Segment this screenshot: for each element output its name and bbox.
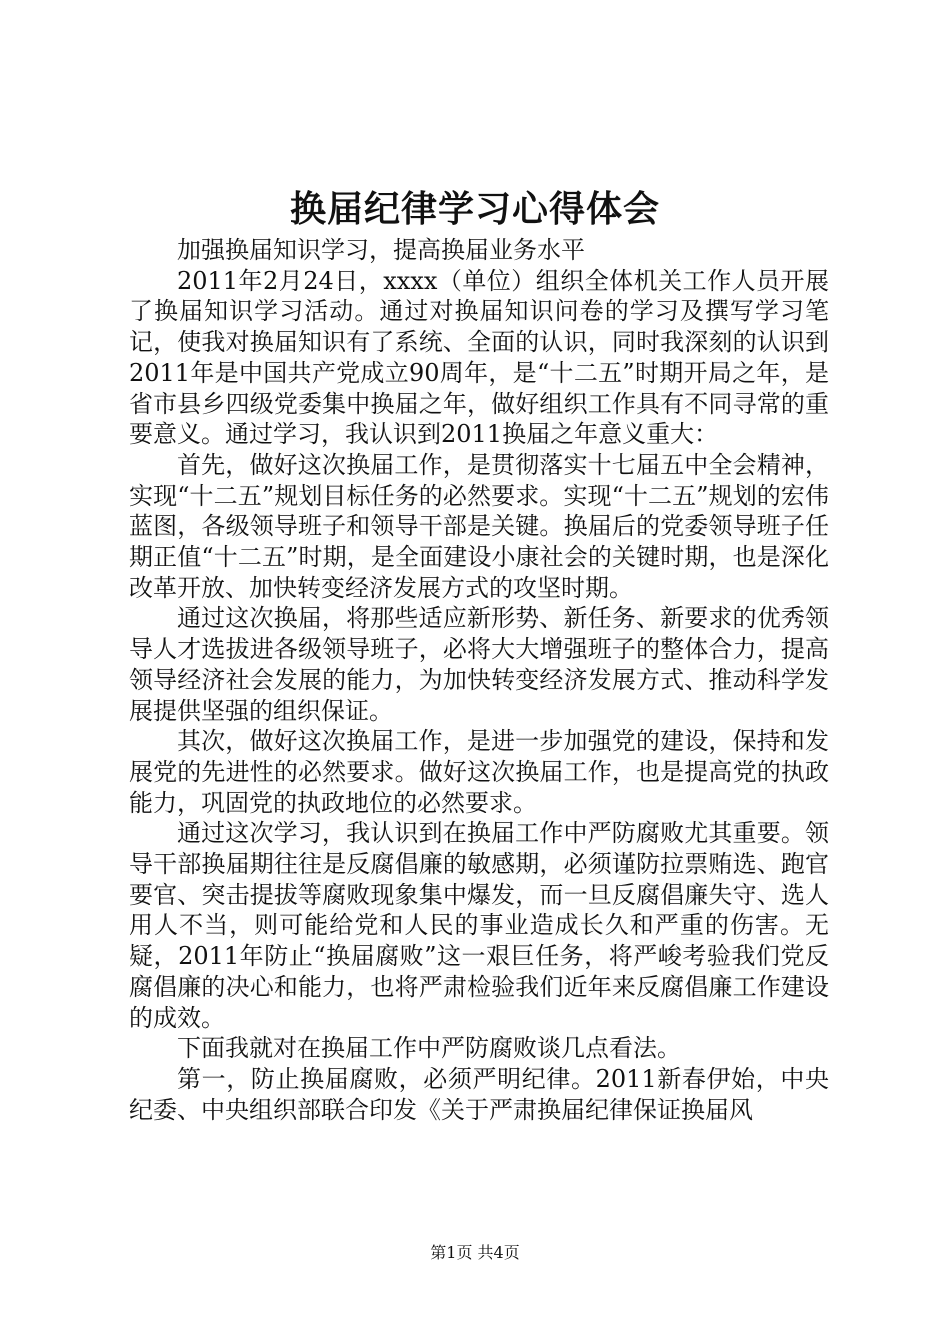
paragraph: 通过这次换届，将那些适应新形势、新任务、新要求的优秀领导人才选拔进各级领导班子，必将大大增强班子的整体合力，提高领导经济社会发展的能力，为加快转变经济发展方式、推动科学发展提供坚强的组织保证。 (129, 604, 829, 725)
paragraph: 下面我就对在换届工作中严防腐败谈几点看法。 (177, 1034, 681, 1063)
paragraph: 2011年2月24日，xxxx（单位）组织全体机关工作人员开展了换届知识学习活动。通过对换届知识问卷的学习及撰写学习笔记，使我对换届知识有了系统、全面的认识，同时我深刻的认识到2011年是中国共产党成立90周年，是“十二五”时期开局之年，是省市县乡四级党委集中换届之年，做好组织工作具有不同寻常的重要意义。通过学习，我认识到2011换届之年意义重大： (129, 266, 829, 449)
document-title: 换届纪律学习心得体会 (289, 188, 660, 230)
paragraph: 第一，防止换届腐败，必须严明纪律。2011新春伊始，中央纪委、中央组织部联合印发《关于严肃换届纪律保证换届风 (129, 1064, 829, 1124)
paragraph: 首先，做好这次换届工作，是贯彻落实十七届五中全会精神，实现“十二五”规划目标任务的必然要求。实现“十二五”规划的宏伟蓝图，各级领导班子和领导干部是关键。换届后的党委领导班子任期正值“十二五”时期，是全面建设小康社会的关键时期，也是深化改革开放、加快转变经济发展方式的攻坚时期。 (129, 450, 829, 602)
paragraph-subtitle: 加强换届知识学习，提高换届业务水平 (177, 236, 585, 264)
document-body (129, 235, 829, 1125)
paragraph: 其次，做好这次换届工作，是进一步加强党的建设，保持和发展党的先进性的必然要求。做好这次换届工作，也是提高党的执政能力，巩固党的执政地位的必然要求。 (129, 727, 829, 817)
page-footer: 第1页 共4页 (430, 1243, 520, 1262)
paragraph: 通过这次学习，我认识到在换届工作中严防腐败尤其重要。领导干部换届期往往是反腐倡廉的敏感期，必须谨防拉票贿选、跑官要官、突击提拔等腐败现象集中爆发，而一旦反腐倡廉失守、选人用人不当，则可能给党和人民的事业造成长久和严重的伤害。无疑，2011年防止“换届腐败”这一艰巨任务，将严峻考验我们党反腐倡廉的决心和能力，也将严肃检验我们近年来反腐倡廉工作建设的成效。 (129, 819, 829, 1032)
